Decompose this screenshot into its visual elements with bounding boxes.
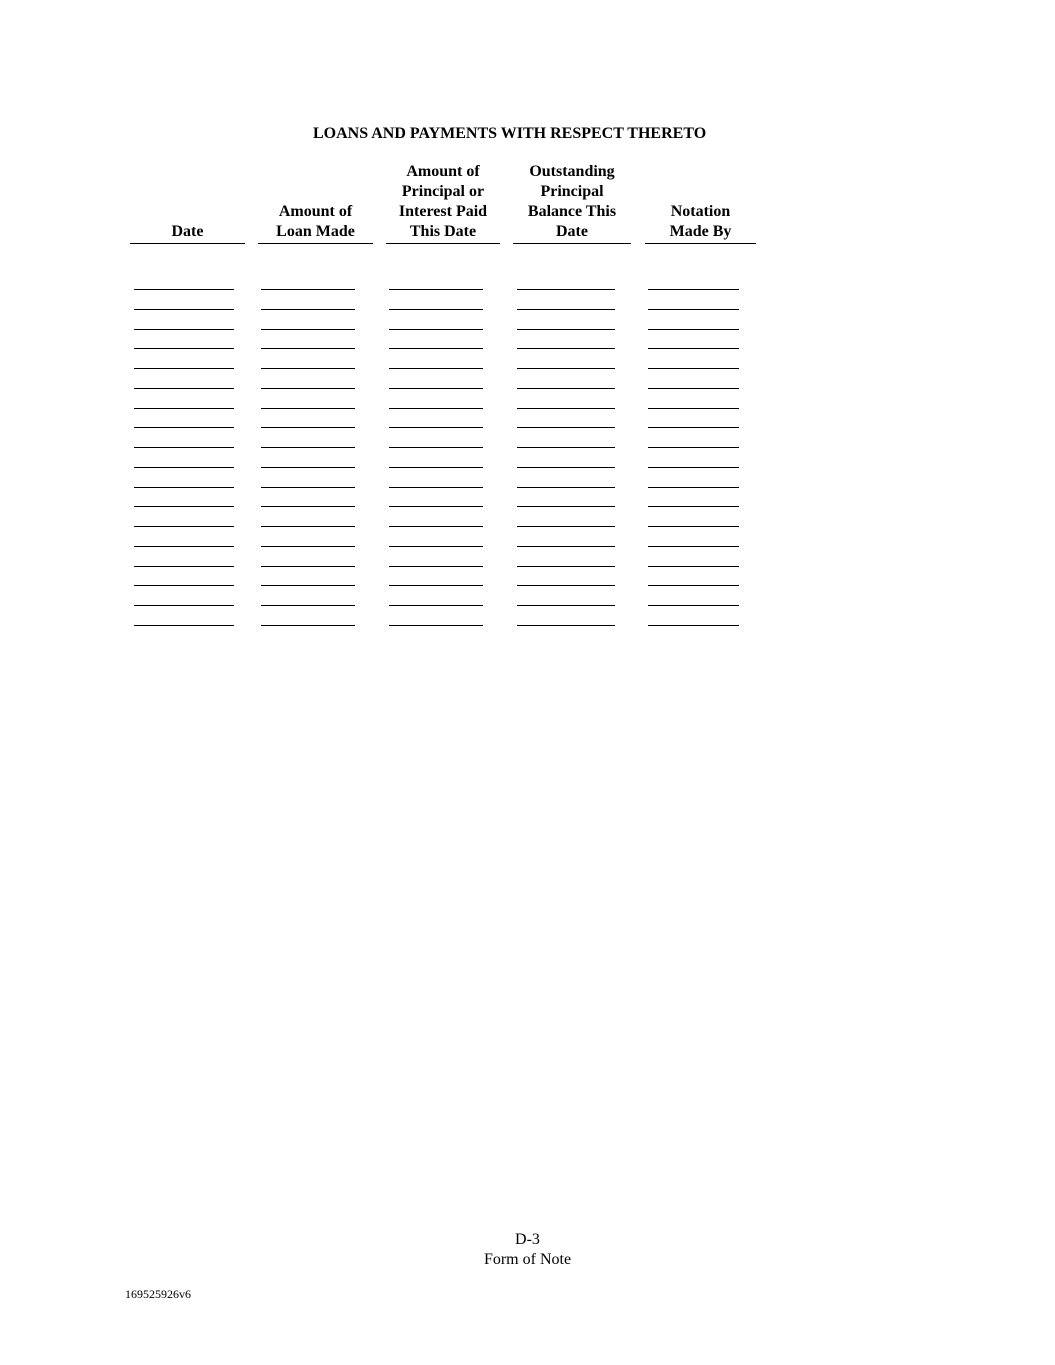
blank-entry-line-notation-made-by[interactable] [648, 427, 739, 428]
blank-entry-line-amount-paid[interactable] [389, 368, 483, 369]
blank-entry-line-amount-paid[interactable] [389, 388, 483, 389]
blank-entry-line-amount-of-loan-made[interactable] [261, 309, 355, 310]
blank-entry-line-date[interactable] [134, 309, 234, 310]
blank-entry-line-notation-made-by[interactable] [648, 309, 739, 310]
blank-entry-line-amount-of-loan-made[interactable] [261, 368, 355, 369]
blank-entry-line-amount-paid[interactable] [389, 566, 483, 567]
blank-entry-line-notation-made-by[interactable] [648, 467, 739, 468]
blank-entry-line-amount-of-loan-made[interactable] [261, 427, 355, 428]
blank-entry-line-date[interactable] [134, 329, 234, 330]
blank-entry-line-amount-of-loan-made[interactable] [261, 605, 355, 606]
blank-entry-line-notation-made-by[interactable] [648, 408, 739, 409]
blank-entry-line-date[interactable] [134, 546, 234, 547]
blank-entry-line-amount-of-loan-made[interactable] [261, 467, 355, 468]
blank-entry-line-amount-paid[interactable] [389, 625, 483, 626]
blank-entry-line-date[interactable] [134, 467, 234, 468]
blank-entry-line-date[interactable] [134, 368, 234, 369]
blank-entry-line-outstanding-balance[interactable] [517, 467, 615, 468]
blank-entry-line-amount-paid[interactable] [389, 487, 483, 488]
blank-entry-line-amount-of-loan-made[interactable] [261, 526, 355, 527]
column-header-notation-made-by [645, 164, 756, 244]
blank-entry-line-notation-made-by[interactable] [648, 388, 739, 389]
blank-entry-line-amount-of-loan-made[interactable] [261, 408, 355, 409]
blank-entry-line-outstanding-balance[interactable] [517, 329, 615, 330]
column-header-line: Interest Paid [398, 203, 488, 220]
blank-entry-line-amount-of-loan-made[interactable] [261, 566, 355, 567]
blank-entry-line-amount-paid[interactable] [389, 329, 483, 330]
column-header-line: Principal [540, 183, 604, 200]
page-footer [0, 1230, 1055, 1270]
blank-entry-line-outstanding-balance[interactable] [517, 506, 615, 507]
column-header-line: Notation [670, 203, 731, 220]
blank-entry-line-outstanding-balance[interactable] [517, 546, 615, 547]
column-header-line: Principal or [401, 183, 485, 200]
blank-entry-line-amount-paid[interactable] [389, 348, 483, 349]
blank-entry-line-outstanding-balance[interactable] [517, 566, 615, 567]
blank-entry-line-outstanding-balance[interactable] [517, 408, 615, 409]
blank-entry-line-date[interactable] [134, 447, 234, 448]
blank-entry-line-date[interactable] [134, 427, 234, 428]
blank-entry-line-amount-paid[interactable] [389, 408, 483, 409]
column-header-line: Date [171, 223, 204, 240]
blank-entry-line-amount-of-loan-made[interactable] [261, 487, 355, 488]
column-header-line: This Date [409, 223, 477, 240]
blank-entry-line-outstanding-balance[interactable] [517, 605, 615, 606]
blank-entry-line-date[interactable] [134, 388, 234, 389]
blank-entry-line-date[interactable] [134, 289, 234, 290]
column-header-line: Loan Made [276, 223, 355, 240]
column-header-date [130, 164, 245, 244]
blank-entry-line-amount-of-loan-made[interactable] [261, 506, 355, 507]
blank-entry-line-amount-paid[interactable] [389, 309, 483, 310]
column-header-line: Balance This [527, 203, 617, 220]
blank-entry-line-amount-paid[interactable] [389, 447, 483, 448]
blank-entry-line-amount-paid[interactable] [389, 467, 483, 468]
blank-entry-line-date[interactable] [134, 566, 234, 567]
blank-entry-line-amount-of-loan-made[interactable] [261, 289, 355, 290]
blank-entry-line-notation-made-by[interactable] [648, 289, 739, 290]
blank-entry-line-notation-made-by[interactable] [648, 506, 739, 507]
blank-entry-line-amount-paid[interactable] [389, 526, 483, 527]
blank-entry-line-date[interactable] [134, 348, 234, 349]
blank-entry-line-amount-paid[interactable] [389, 427, 483, 428]
blank-entry-line-date[interactable] [134, 585, 234, 586]
blank-entry-line-amount-paid[interactable] [389, 289, 483, 290]
blank-entry-line-date[interactable] [134, 487, 234, 488]
blank-entry-line-amount-of-loan-made[interactable] [261, 625, 355, 626]
blank-entry-line-notation-made-by[interactable] [648, 625, 739, 626]
blank-entry-line-notation-made-by[interactable] [648, 329, 739, 330]
blank-entry-line-outstanding-balance[interactable] [517, 348, 615, 349]
blank-entry-line-date[interactable] [134, 605, 234, 606]
blank-entry-line-amount-of-loan-made[interactable] [261, 388, 355, 389]
blank-entry-line-amount-paid[interactable] [389, 605, 483, 606]
blank-entry-line-outstanding-balance[interactable] [517, 388, 615, 389]
column-header-outstanding-balance [513, 164, 631, 244]
blank-entry-line-outstanding-balance[interactable] [517, 585, 615, 586]
blank-entry-line-amount-of-loan-made[interactable] [261, 447, 355, 448]
blank-entry-line-outstanding-balance[interactable] [517, 289, 615, 290]
footer-caption: Form of Note [483, 1251, 572, 1268]
blank-entry-line-date[interactable] [134, 408, 234, 409]
column-header-line: Date [556, 223, 588, 240]
blank-entry-line-amount-of-loan-made[interactable] [261, 546, 355, 547]
blank-entry-line-outstanding-balance[interactable] [517, 526, 615, 527]
blank-entry-line-notation-made-by[interactable] [648, 526, 739, 527]
blank-entry-line-notation-made-by[interactable] [648, 368, 739, 369]
blank-entry-line-date[interactable] [134, 526, 234, 527]
column-header-line: Outstanding [529, 163, 615, 180]
blank-entry-line-date[interactable] [134, 625, 234, 626]
blank-entry-line-notation-made-by[interactable] [648, 348, 739, 349]
blank-entry-line-amount-paid[interactable] [389, 546, 483, 547]
page-title: LOANS AND PAYMENTS WITH RESPECT THERETO [313, 125, 707, 142]
blank-entry-line-amount-paid[interactable] [389, 585, 483, 586]
column-header-line: Amount of [278, 203, 353, 220]
blank-entry-line-amount-of-loan-made[interactable] [261, 329, 355, 330]
blank-entry-line-outstanding-balance[interactable] [517, 309, 615, 310]
page-number: D-3 [515, 1231, 540, 1248]
blank-entry-line-amount-of-loan-made[interactable] [261, 585, 355, 586]
column-header-line: Made By [669, 223, 732, 240]
blank-entry-line-outstanding-balance[interactable] [517, 447, 615, 448]
blank-entry-line-amount-of-loan-made[interactable] [261, 348, 355, 349]
blank-entry-line-outstanding-balance[interactable] [517, 368, 615, 369]
blank-entry-line-notation-made-by[interactable] [648, 487, 739, 488]
column-header-amount-paid [386, 164, 500, 244]
blank-entry-line-outstanding-balance[interactable] [517, 427, 615, 428]
column-header-line: Amount of [406, 163, 480, 180]
blank-entry-line-notation-made-by[interactable] [648, 447, 739, 448]
column-header-amount-of-loan-made [258, 164, 373, 244]
blank-entry-line-date[interactable] [134, 506, 234, 507]
blank-entry-line-notation-made-by[interactable] [648, 585, 739, 586]
blank-entry-line-notation-made-by[interactable] [648, 566, 739, 567]
blank-entry-line-amount-paid[interactable] [389, 506, 483, 507]
blank-entry-line-outstanding-balance[interactable] [517, 487, 615, 488]
blank-entry-line-notation-made-by[interactable] [648, 605, 739, 606]
document-id: 169525926v6 [125, 1287, 191, 1301]
blank-entry-line-notation-made-by[interactable] [648, 546, 739, 547]
blank-entry-line-outstanding-balance[interactable] [517, 625, 615, 626]
